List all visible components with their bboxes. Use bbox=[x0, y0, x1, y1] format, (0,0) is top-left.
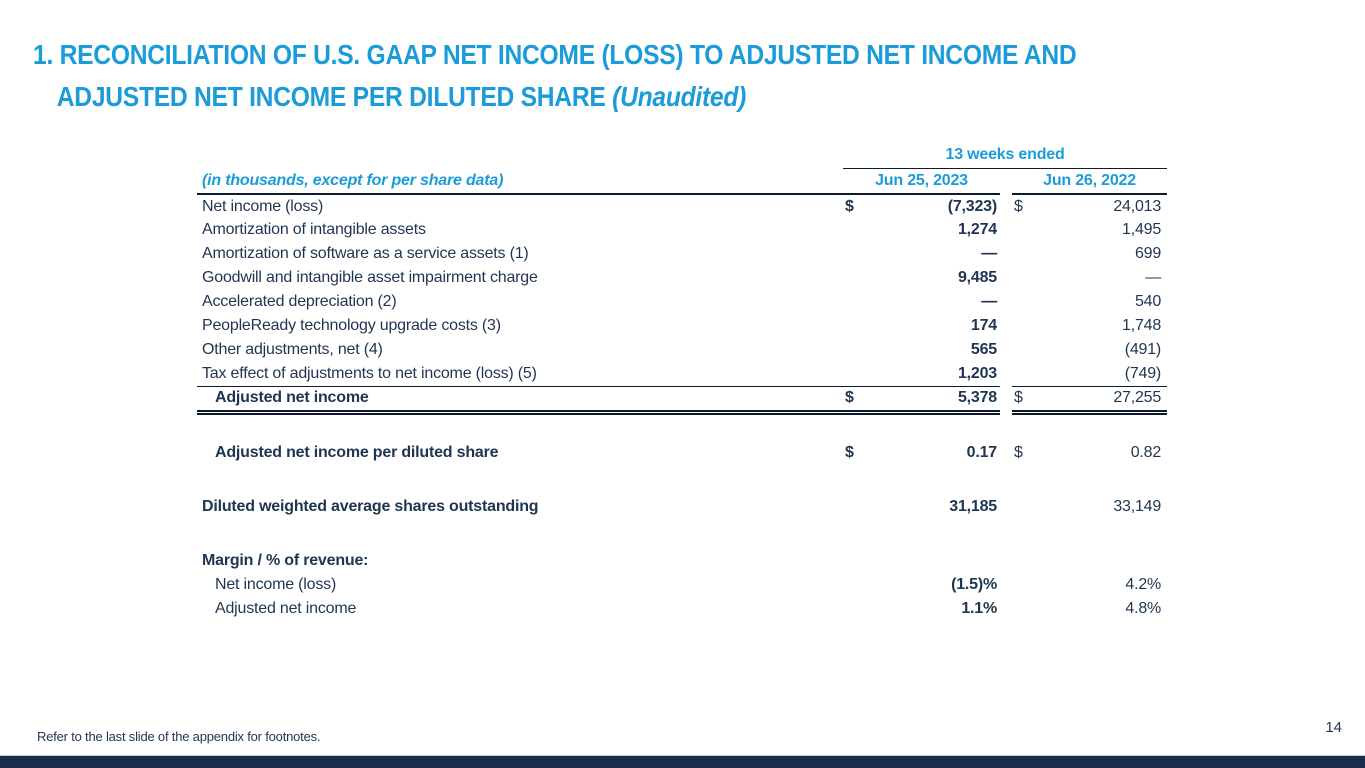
table-caption: (in thousands, except for per share data) bbox=[197, 168, 843, 194]
currency-symbol-2022 bbox=[1012, 338, 1034, 362]
row-label: Tax effect of adjustments to net income (loss) (5) bbox=[202, 364, 537, 382]
margin-header-row bbox=[197, 549, 1167, 573]
row-label: Net income (loss) bbox=[215, 576, 337, 593]
currency-symbol-2023 bbox=[843, 218, 865, 242]
table-row bbox=[197, 266, 1167, 290]
value-2023: 9,485 bbox=[957, 269, 997, 286]
currency-symbol-2022 bbox=[1012, 218, 1034, 242]
currency-symbol-2023 bbox=[843, 242, 865, 266]
unaudited-label: (Unaudited) bbox=[612, 81, 747, 112]
value-2022: 24,013 bbox=[1113, 197, 1162, 215]
value-2022: 33,149 bbox=[1113, 498, 1162, 515]
table-row bbox=[197, 362, 1167, 386]
value-2023: 1.1% bbox=[961, 600, 997, 617]
value-2023: 1,203 bbox=[957, 364, 997, 382]
margin-row bbox=[197, 573, 1167, 597]
table-row bbox=[197, 290, 1167, 314]
currency-symbol-2023 bbox=[843, 266, 865, 290]
currency-symbol-2022 bbox=[1012, 266, 1034, 290]
value-2022: — bbox=[1145, 269, 1162, 286]
value-2022: 540 bbox=[1134, 293, 1162, 310]
period-header: 13 weeks ended bbox=[843, 143, 1167, 168]
currency-symbol-2022 bbox=[1012, 362, 1034, 386]
value-2023: 0.17 bbox=[966, 444, 997, 461]
value-2023: 1,274 bbox=[957, 221, 997, 238]
value-2023: 31,185 bbox=[949, 498, 997, 515]
table-row bbox=[197, 314, 1167, 338]
currency-symbol-2023: $ bbox=[843, 386, 865, 412]
value-2023: — bbox=[981, 245, 997, 262]
reconciliation-table bbox=[197, 143, 1167, 621]
total-row bbox=[197, 386, 1167, 412]
margin-section-header: Margin / % of revenue: bbox=[202, 552, 369, 569]
currency-symbol-2023 bbox=[843, 314, 865, 338]
value-2022: 1,748 bbox=[1122, 317, 1162, 334]
currency-symbol-2023 bbox=[843, 290, 865, 314]
value-2023: — bbox=[981, 293, 997, 310]
slide-title-line2 bbox=[33, 76, 1076, 118]
currency-symbol-2023 bbox=[843, 362, 865, 386]
value-2022: (491) bbox=[1124, 341, 1162, 358]
per-share-row bbox=[197, 441, 1167, 465]
shares-row bbox=[197, 495, 1167, 519]
currency-symbol-2022: $ bbox=[1012, 386, 1034, 412]
value-2023: 174 bbox=[970, 317, 997, 334]
value-2023: 565 bbox=[970, 341, 997, 358]
currency-symbol-2022: $ bbox=[1014, 444, 1023, 461]
currency-symbol-2022: $ bbox=[1014, 197, 1023, 215]
page-number: 14 bbox=[1325, 719, 1342, 736]
total-row-label: Adjusted net income bbox=[197, 386, 843, 412]
row-label: Amortization of software as a service assets (1) bbox=[202, 245, 529, 262]
row-label: Net income (loss) bbox=[202, 197, 324, 215]
currency-symbol-2022 bbox=[1012, 314, 1034, 338]
period-header-row bbox=[197, 143, 1167, 168]
value-2022: (749) bbox=[1124, 364, 1162, 382]
row-label: PeopleReady technology upgrade costs (3) bbox=[202, 317, 501, 334]
currency-symbol-2023: $ bbox=[845, 197, 854, 215]
value-2022: 27,255 bbox=[1034, 386, 1167, 412]
row-label: Amortization of intangible assets bbox=[202, 221, 426, 238]
bottom-accent-bar bbox=[0, 755, 1365, 768]
shares-label: Diluted weighted average shares outstanding bbox=[202, 498, 539, 515]
slide-title-line2-main: ADJUSTED NET INCOME PER DILUTED SHARE bbox=[56, 81, 606, 112]
row-label: Accelerated depreciation (2) bbox=[202, 293, 397, 310]
slide-title-line1: 1. RECONCILIATION OF U.S. GAAP NET INCOME (LOSS) TO ADJUSTED NET INCOME AND bbox=[33, 39, 1077, 70]
row-label: Other adjustments, net (4) bbox=[202, 341, 383, 358]
value-2022: 1,495 bbox=[1122, 221, 1162, 238]
table-row bbox=[197, 338, 1167, 362]
value-2022: 699 bbox=[1134, 245, 1162, 262]
currency-symbol-2023: $ bbox=[845, 444, 854, 461]
value-2023: 5,378 bbox=[865, 386, 1000, 412]
value-2022: 0.82 bbox=[1130, 444, 1162, 461]
footnote-text: Refer to the last slide of the appendix for footnotes. bbox=[37, 729, 321, 744]
table-row bbox=[197, 242, 1167, 266]
slide-title bbox=[33, 34, 1076, 118]
currency-symbol-2023 bbox=[843, 338, 865, 362]
column-header-row bbox=[197, 168, 1167, 194]
value-2023: (1.5)% bbox=[951, 576, 997, 593]
currency-symbol-2022 bbox=[1012, 242, 1034, 266]
value-2023: (7,323) bbox=[947, 197, 997, 215]
column-header-2023: Jun 25, 2023 bbox=[843, 168, 1000, 194]
column-header-2022: Jun 26, 2022 bbox=[1012, 168, 1167, 194]
table-row bbox=[197, 218, 1167, 242]
value-2022: 4.2% bbox=[1125, 576, 1162, 593]
value-2022: 4.8% bbox=[1125, 600, 1162, 617]
currency-symbol-2022 bbox=[1012, 290, 1034, 314]
table-row bbox=[197, 194, 1167, 218]
row-label: Goodwill and intangible asset impairment charge bbox=[202, 269, 538, 286]
per-share-label: Adjusted net income per diluted share bbox=[215, 444, 499, 461]
margin-row bbox=[197, 597, 1167, 621]
row-label: Adjusted net income bbox=[215, 600, 357, 617]
